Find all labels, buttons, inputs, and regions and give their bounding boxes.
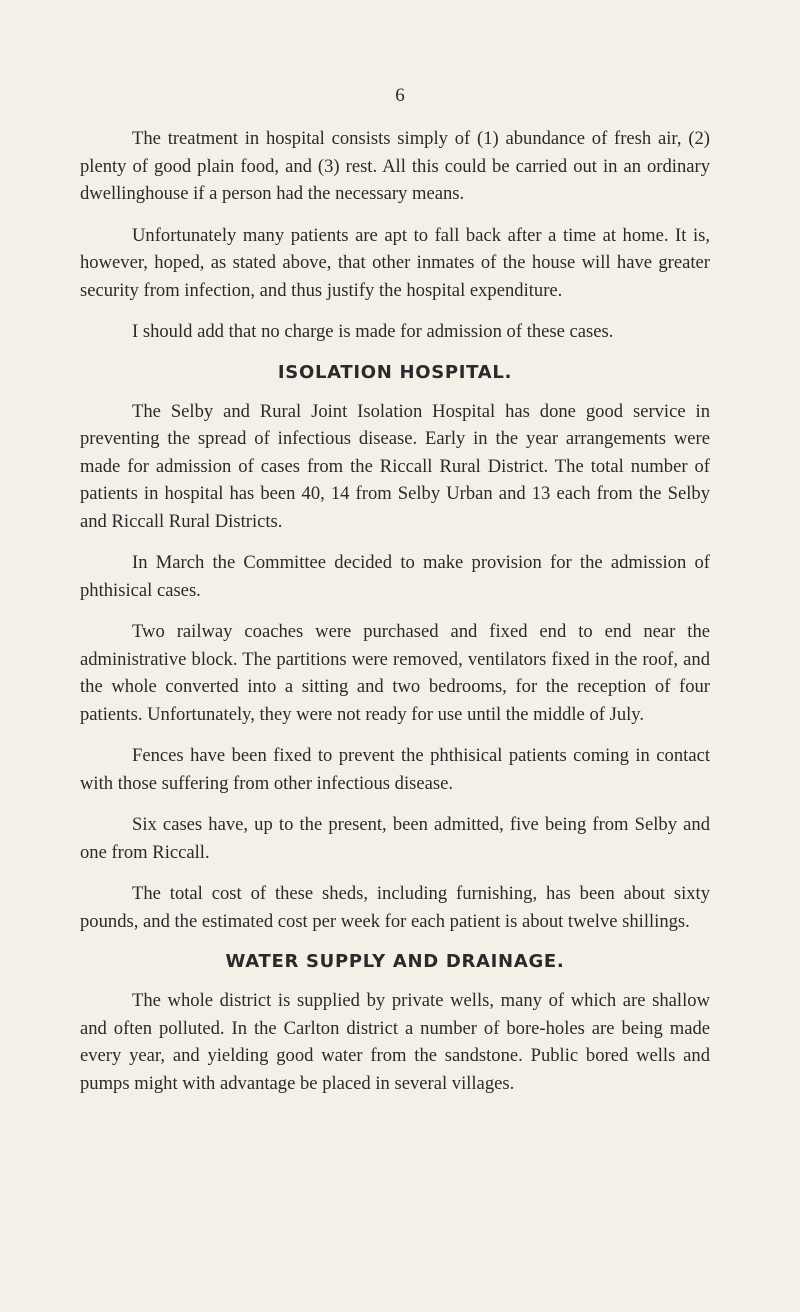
page-number: 6 (395, 85, 405, 106)
section-heading-water-supply: WATER SUPPLY AND DRAINAGE. (225, 951, 565, 972)
paragraph: Fences have been fixed to prevent the phthisical patients coming in contact with those suffering from other infectious disease. (80, 745, 710, 794)
page-body (80, 125, 710, 1111)
paragraph: The treatment in hospital consists simply of (1) abundance of fresh air, (2) plenty of good plain food, and (3) rest. All this could be carried out in an ordinary dwellinghouse if a person had the necessary means. (80, 128, 710, 204)
paragraph: The whole district is supplied by private wells, many of which are shallow and often polluted. In the Carlton district a number of bore-holes are being made every year, and yielding good water from the sandstone. Public bored wells and pumps might with advantage be placed in several villages. (80, 990, 710, 1094)
paragraph: I should add that no charge is made for admission of these cases. (132, 321, 614, 342)
section-heading-isolation-hospital: ISOLATION HOSPITAL. (277, 361, 513, 383)
paragraph: The total cost of these sheds, including furnishing, has been about sixty pounds, and the estimated cost per week for each patient is about twelve shillings. (80, 883, 710, 932)
paragraph: The Selby and Rural Joint Isolation Hospital has done good service in preventing the spread of infectious disease. Early in the year arrangements were made for admission of cases from the Riccall Rural District. The total number of patients in hospital has been 40, 14 from Selby Urban and 13 each from the Selby and Riccall Rural Districts. (80, 400, 710, 532)
paragraph: Two railway coaches were purchased and fixed end to end near the administrative block. The partitions were removed, ventilators fixed in the roof, and the whole converted into a sitting and two bedrooms, for the reception of four patients. Unfortunately, they were not ready for use until the middle of July. (80, 621, 710, 725)
paragraph: Unfortunately many patients are apt to fall back after a time at home. It is, however, hoped, as stated above, that other inmates of the house will have greater security from infection, and thus justify the hospital expenditure. (80, 224, 710, 301)
paragraph: In March the Committee decided to make provision for the admission of phthisical cases. (80, 552, 710, 601)
paragraph: Six cases have, up to the present, been admitted, five being from Selby and one from Riccall. (80, 814, 710, 863)
